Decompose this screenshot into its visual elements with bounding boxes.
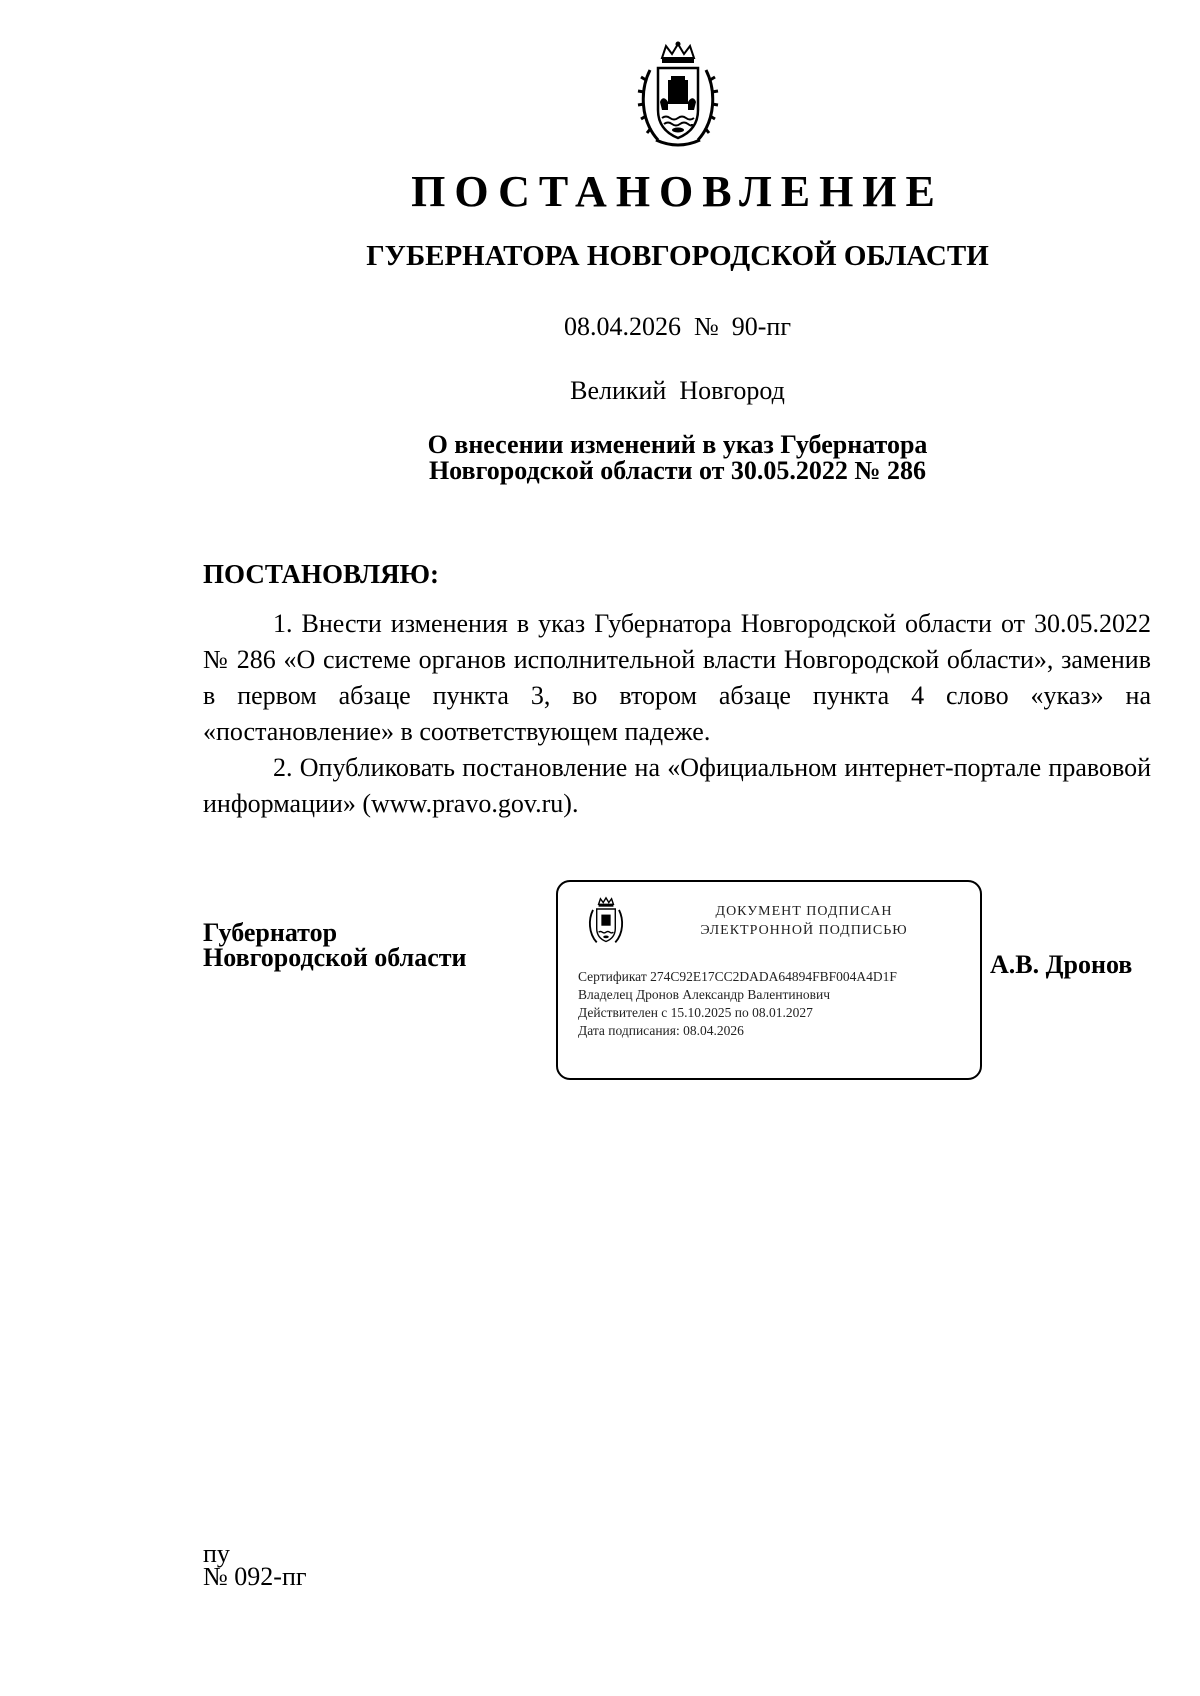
signer-name: А.В. Дронов <box>990 950 1133 979</box>
footer-line-1: пу <box>203 1539 230 1568</box>
body-paragraph-2: 2. Опубликовать постановление на «Официальном интернет-портале правовой информации» (www.pravo.gov.ru). <box>203 753 1151 818</box>
stamp-signed-date: Дата подписания: 08.04.2026 <box>578 1023 744 1038</box>
document-body <box>203 606 1151 822</box>
decree-word: ПОСТАНОВЛЯЮ: <box>203 559 439 589</box>
subject-line-2: Новгородской области от 30.05.2022 № 286 <box>428 456 927 485</box>
electronic-signature-stamp <box>556 880 982 1080</box>
signer-position-line-2: Новгородской области <box>203 943 467 972</box>
coat-of-arms-icon <box>636 40 720 152</box>
stamp-certificate: Сертификат 274C92E17CC2DADA64894FBF004A4D1F <box>578 969 897 984</box>
stamp-validity: Действителен с 15.10.2025 по 08.01.2027 <box>578 1005 813 1020</box>
coat-of-arms-icon <box>586 896 626 948</box>
city: Великий Новгород <box>570 376 785 405</box>
subject-line-1: О внесении изменений в указ Губернатора <box>427 430 928 459</box>
stamp-header-line-1: ДОКУМЕНТ ПОДПИСАН <box>715 904 893 919</box>
footer-note <box>203 1539 307 1591</box>
document-type-title: ПОСТАНОВЛЕНИЕ <box>411 167 944 216</box>
stamp-details <box>578 968 897 1040</box>
stamp-owner: Владелец Дронов Александр Валентинович <box>578 987 830 1002</box>
signer-position <box>203 920 467 970</box>
footer-line-2: № 092-пг <box>203 1562 307 1591</box>
signer-position-line-1: Губернатор <box>203 918 338 947</box>
stamp-header <box>638 902 970 940</box>
issuing-authority: ГУБЕРНАТОРА НОВГОРОДСКОЙ ОБЛАСТИ <box>366 240 989 272</box>
stamp-header-line-2: ЭЛЕКТРОННОЙ ПОДПИСЬЮ <box>700 923 908 938</box>
document-subject <box>0 432 1200 484</box>
date-and-number: 08.04.2026 № 90-пг <box>563 312 792 341</box>
body-paragraph-1: 1. Внести изменения в указ Губернатора Новгородской области от 30.05.2022 № 286 «О системе органов исполнительной власти Новгородской области», заменив в первом абзаце пункта 3, во втором абзаце пункта 4 слово «указ» на «постановление» в соответствующем падеже. <box>203 609 1151 746</box>
